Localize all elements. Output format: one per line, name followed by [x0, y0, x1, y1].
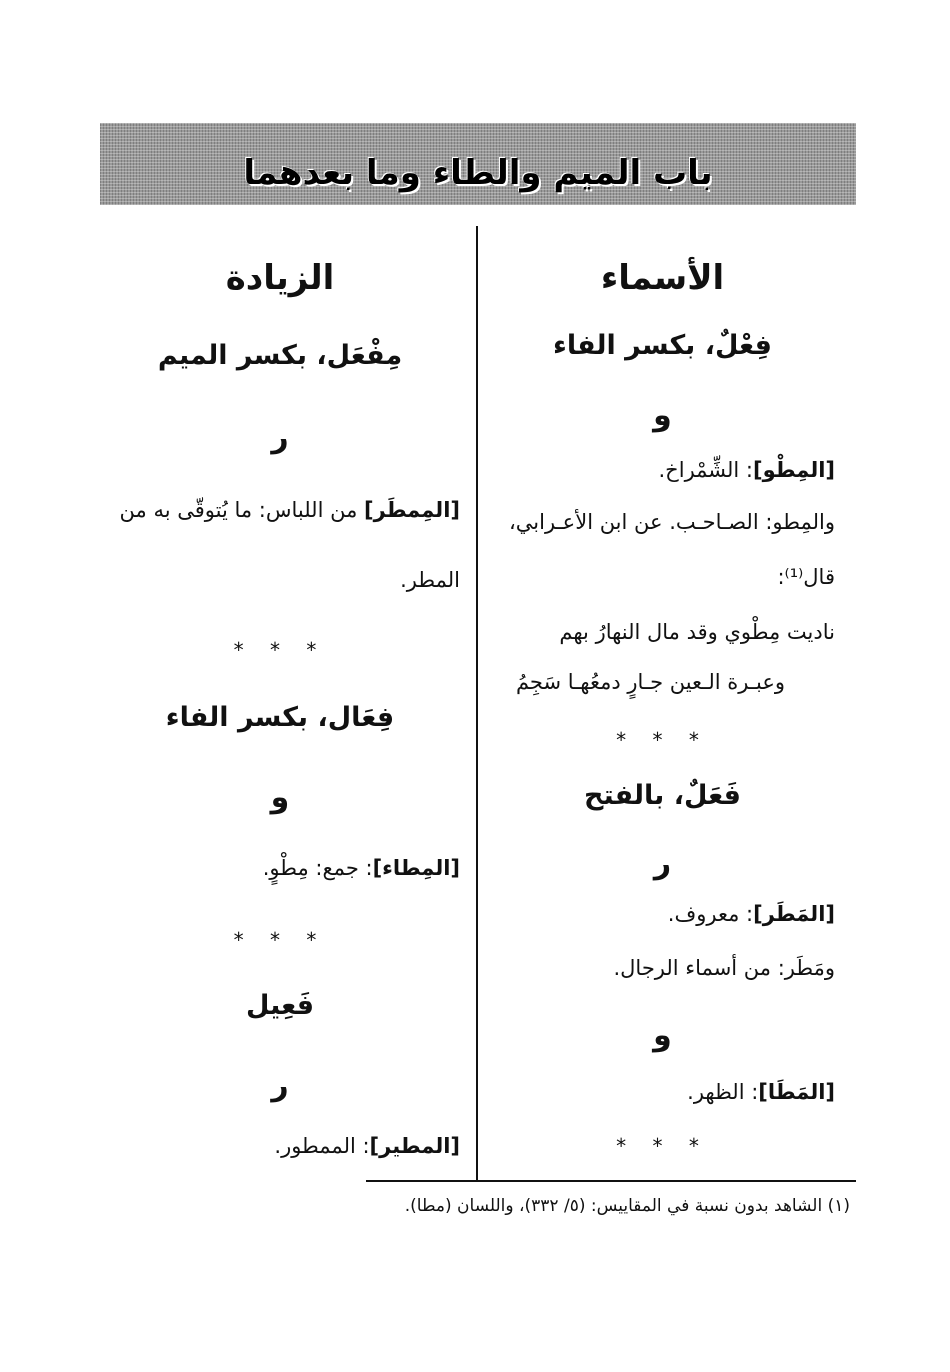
pattern-heading-fail: فَعِيل	[245, 990, 315, 1021]
footnote-rule	[366, 1180, 856, 1182]
entry-matir	[274, 1134, 460, 1159]
letter-heading-ra: ر	[653, 846, 672, 881]
entry-mitaa	[263, 856, 460, 881]
entry-headword: [المطير]	[369, 1134, 460, 1158]
poem-line-2: وعبـرة الـعين جـارٍ دمعُهـا سَجِمُ	[515, 670, 785, 694]
entry-headword: [المَطَر]	[753, 902, 835, 926]
pattern-heading-mifal: مِفْعَل، بكسر الميم	[157, 340, 403, 371]
entry-headword: [المِمطَر]	[364, 498, 460, 522]
entry-mimtar	[120, 498, 460, 523]
letter-heading-waw: و	[270, 780, 290, 815]
entry-definition: : الشِّمْراخ.	[658, 458, 754, 482]
section-separator-stars: * * *	[616, 728, 709, 752]
poem-line-1: ناديت مِطْوي وقد مال النهارُ بهم	[559, 620, 835, 644]
chapter-header-band	[100, 123, 856, 205]
pattern-heading-fiaal: فِعَال، بكسر الفاء	[165, 702, 395, 733]
chapter-title: باب الميم والطاء وما بعدهما	[243, 153, 713, 193]
entry-mitw	[659, 458, 836, 483]
entry-headword: [المِطاء]	[372, 856, 460, 880]
entry-mitw-companion: والمِطو: الصـاحـب. عن ابن الأعـرابي،	[508, 510, 835, 534]
section-title-additions: الزيادة	[225, 258, 335, 298]
entry-definition: : معروف.	[667, 902, 754, 926]
entry-mimtar-cont: المطر.	[400, 568, 460, 592]
entry-definition: : جمع: مِطْوٍ.	[262, 856, 373, 880]
column-divider	[476, 226, 478, 1181]
letter-heading-waw-2: و	[653, 1018, 672, 1053]
letter-heading-waw: و	[653, 398, 672, 433]
letter-heading-ra: ر	[271, 420, 289, 455]
pattern-heading-faal: فَعَلٌ، بالفتح	[583, 780, 741, 811]
entry-mata	[687, 1080, 835, 1105]
entry-definition: : الممطور.	[274, 1134, 370, 1158]
entry-definition: : الظهر.	[687, 1080, 759, 1104]
entry-mitw-qala: قال⁽¹⁾:	[777, 565, 835, 589]
entry-matar	[668, 902, 835, 927]
section-separator-stars: * * *	[233, 638, 327, 662]
section-separator-stars-2: * * *	[233, 928, 327, 952]
entry-headword: [المَطَا]	[758, 1080, 835, 1104]
section-title-names: الأسماء	[600, 258, 725, 298]
footnote-text: (١) الشاهد بدون نسبة في المقاييس: (٥/ ٣٣٢)، واللسان (مطا).	[404, 1196, 850, 1216]
letter-heading-ra-2: ر	[271, 1068, 289, 1103]
entry-definition: من اللباس: ما يُتوقّى به من	[119, 498, 358, 522]
entry-headword: [المِطْو]	[753, 458, 835, 482]
pattern-heading-fil: فِعْلٌ، بكسر الفاء	[553, 330, 772, 361]
section-separator-stars-2: * * *	[616, 1134, 709, 1158]
entry-matar-name: ومَطَر: من أسماء الرجال.	[613, 956, 835, 980]
